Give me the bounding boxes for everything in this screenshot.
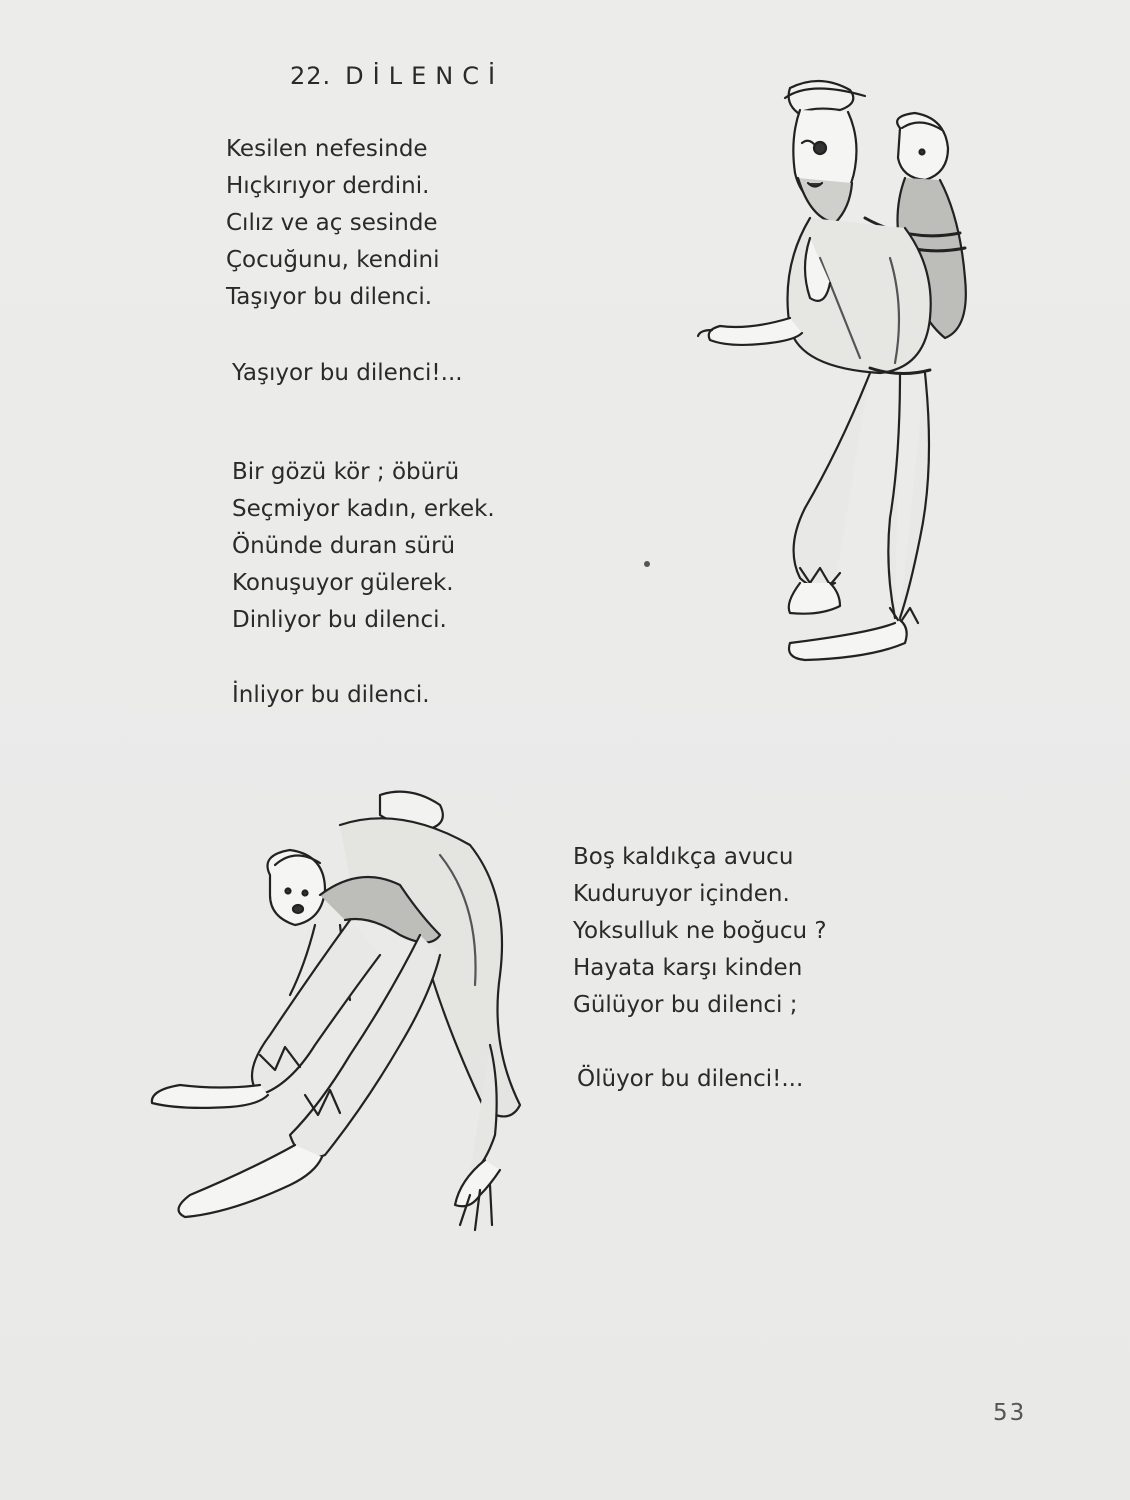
poem-line: Çocuğunu, kendini <box>226 247 440 273</box>
page-number: 53 <box>993 1400 1027 1426</box>
poem-line: Hıçkırıyor derdini. <box>226 173 430 199</box>
collapsing-beggar-illustration <box>140 785 540 1265</box>
poem-line: Bir gözü kör ; öbürü <box>232 459 460 485</box>
ink-speck <box>644 561 650 567</box>
stanza-4 <box>232 677 430 714</box>
poem-line: Boş kaldıkça avucu <box>573 844 794 870</box>
poem-line: Hayata karşı kinden <box>573 955 803 981</box>
stanza-3 <box>232 454 495 639</box>
poem-line: Yaşıyor bu dilenci!... <box>232 360 463 386</box>
poem-number: 22. <box>290 62 332 90</box>
poem-line: Önünde duran sürü <box>232 533 456 559</box>
poem-line: İnliyor bu dilenci. <box>232 682 430 708</box>
poem-line: Taşıyor bu dilenci. <box>226 284 433 310</box>
poem-line: Kuduruyor içinden. <box>573 881 790 907</box>
beggar-carrying-child-illustration <box>690 68 980 678</box>
poem-line: Yoksulluk ne boğucu ? <box>573 918 827 944</box>
stanza-1 <box>226 131 440 316</box>
poem-line: Seçmiyor kadın, erkek. <box>232 496 495 522</box>
stanza-2 <box>232 355 463 392</box>
poem-line: Dinliyor bu dilenci. <box>232 607 447 633</box>
stanza-5 <box>573 839 827 1024</box>
poem-line: Kesilen nefesinde <box>226 136 428 162</box>
poem-title-word: DİLENCİ <box>345 62 505 90</box>
poem-line: Konuşuyor gülerek. <box>232 570 454 596</box>
stanza-6 <box>577 1061 803 1098</box>
poem-line: Ölüyor bu dilenci!... <box>577 1066 804 1092</box>
poem-line: Cılız ve aç sesinde <box>226 210 438 236</box>
poem-title <box>290 62 504 90</box>
poem-line: Gülüyor bu dilenci ; <box>573 992 798 1018</box>
